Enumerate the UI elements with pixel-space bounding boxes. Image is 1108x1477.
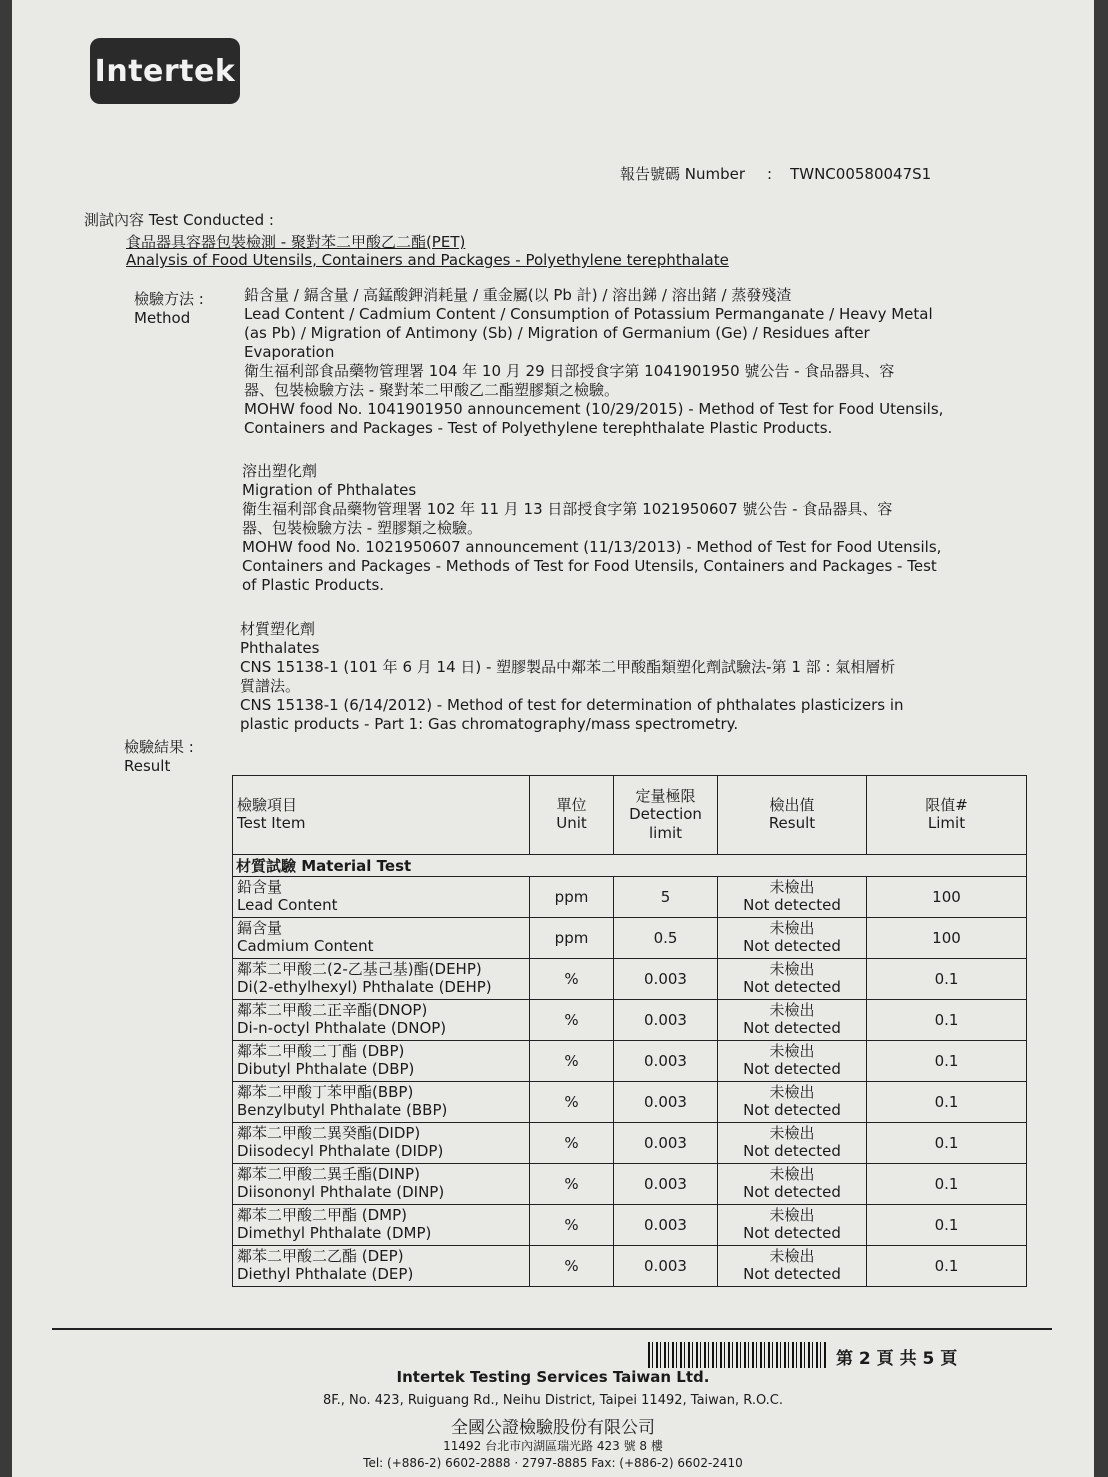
method-block-2 — [242, 462, 1017, 595]
result-zh: 未檢出 — [769, 1247, 815, 1265]
section-row — [233, 855, 1027, 877]
method-line: 溶出塑化劑 — [242, 462, 318, 480]
method-line: (as Pb) / Migration of Antimony (Sb) / Migration of Germanium (Ge) / Residues after — [244, 324, 870, 342]
test-item-en: Di-n-octyl Phthalate (DNOP) — [237, 1019, 447, 1037]
table-row — [233, 877, 1027, 918]
result-zh: 未檢出 — [769, 1001, 815, 1019]
barcode — [648, 1342, 826, 1368]
header-unit — [530, 776, 614, 855]
method-line: MOHW food No. 1041901950 announcement (10/29/2015) - Method of Test for Food Utensils, — [244, 400, 944, 418]
cell-detection-limit: 0.5 — [614, 918, 718, 959]
header-result — [718, 776, 867, 855]
cell-detection-limit: 0.003 — [614, 1082, 718, 1123]
method-line: 器、包裝檢驗方法 - 聚對苯二甲酸乙二酯塑膠類之檢驗。 — [244, 381, 619, 399]
method-line: 衛生福利部食品藥物管理署 102 年 11 月 13 日部授食字第 1021950607 號公告 - 食品器具、容 — [242, 500, 893, 518]
cell-detection-limit: 0.003 — [614, 1000, 718, 1041]
test-item-en: Benzylbutyl Phthalate (BBP) — [237, 1101, 448, 1119]
header-detection-limit-zh: 定量極限 — [635, 786, 696, 805]
test-item-zh: 鄰苯二甲酸丁苯甲酯(BBP) — [237, 1083, 414, 1101]
footer-company-zh: 全國公證檢驗股份有限公司 — [451, 1418, 655, 1438]
cell-test-item — [233, 1246, 530, 1287]
cell-test-item — [233, 1123, 530, 1164]
result-en: Not detected — [743, 1183, 841, 1201]
test-item-zh: 鄰苯二甲酸二(2-乙基己基)酯(DEHP) — [237, 960, 482, 978]
header-unit-en: Unit — [556, 814, 587, 832]
header-limit-en: Limit — [927, 814, 966, 832]
footer-address-en: 8F., No. 423, Ruiguang Rd., Neihu District, Taipei 11492, Taiwan, R.O.C. — [322, 1393, 783, 1408]
cell-result — [718, 959, 867, 1000]
section-en: Material Test — [301, 857, 412, 875]
section-zh: 材質試驗 — [236, 857, 297, 875]
footer-company-en: Intertek Testing Services Taiwan Ltd. — [396, 1368, 710, 1386]
cell-unit: % — [530, 1246, 614, 1287]
cell-detection-limit: 0.003 — [614, 1205, 718, 1246]
cell-unit: % — [530, 959, 614, 1000]
cell-result — [718, 918, 867, 959]
method-label-en: Method — [134, 309, 191, 327]
result-label-en: Result — [124, 757, 171, 775]
table-row — [233, 1123, 1027, 1164]
result-zh: 未檢出 — [769, 919, 815, 937]
cell-unit: % — [530, 1041, 614, 1082]
method-line: 衛生福利部食品藥物管理署 104 年 10 月 29 日部授食字第 1041901950 號公告 - 食品器具、容 — [244, 362, 895, 380]
header-detection-limit — [614, 776, 718, 855]
table-header-row — [233, 776, 1027, 855]
table-row — [233, 1082, 1027, 1123]
method-label-zh: 檢驗方法 : — [134, 290, 204, 308]
cell-detection-limit: 5 — [614, 877, 718, 918]
method-line: Migration of Phthalates — [242, 481, 417, 499]
cell-test-item — [233, 959, 530, 1000]
result-label-zh: 檢驗結果 : — [124, 738, 194, 756]
table-row — [233, 1000, 1027, 1041]
method-line: CNS 15138-1 (6/14/2012) - Method of test for determination of phthalates plasticizers in — [240, 696, 904, 714]
method-line: 材質塑化劑 — [240, 620, 316, 638]
cell-limit: 100 — [867, 877, 1027, 918]
cell-test-item — [233, 1205, 530, 1246]
result-zh: 未檢出 — [769, 1083, 815, 1101]
header-limit — [867, 776, 1027, 855]
cell-detection-limit: 0.003 — [614, 1246, 718, 1287]
cell-unit: ppm — [530, 877, 614, 918]
cell-limit: 0.1 — [867, 1082, 1027, 1123]
report-number-label: 報告號碼 Number — [620, 165, 746, 183]
method-line: CNS 15138-1 (101 年 6 月 14 日) - 塑膠製品中鄰苯二甲酸酯類塑化劑試驗法-第 1 部 : 氣相層析 — [240, 658, 896, 676]
header-test-item-zh: 檢驗項目 — [237, 796, 298, 814]
test-item-zh: 鄰苯二甲酸二乙酯 (DEP) — [237, 1247, 404, 1265]
cell-limit: 0.1 — [867, 1205, 1027, 1246]
cell-limit: 0.1 — [867, 1164, 1027, 1205]
method-line: Containers and Packages - Test of Polyethylene terephthalate Plastic Products. — [244, 419, 833, 437]
cell-unit: % — [530, 1082, 614, 1123]
intertek-logo: Intertek — [90, 38, 240, 104]
test-item-en: Dibutyl Phthalate (DBP) — [237, 1060, 415, 1078]
cell-result — [718, 1164, 867, 1205]
header-detection-limit-en1: Detection — [629, 804, 702, 823]
test-item-zh: 鄰苯二甲酸二甲酯 (DMP) — [237, 1206, 408, 1224]
cell-test-item — [233, 877, 530, 918]
cell-limit: 100 — [867, 918, 1027, 959]
cell-result — [718, 1000, 867, 1041]
cell-result — [718, 1082, 867, 1123]
cell-test-item — [233, 918, 530, 959]
report-number — [620, 163, 931, 184]
test-item-en: Dimethyl Phthalate (DMP) — [237, 1224, 432, 1242]
method-line: Containers and Packages - Methods of Test for Food Utensils, Containers and Packages - Test — [242, 557, 937, 575]
result-en: Not detected — [743, 1101, 841, 1119]
test-item-zh: 鄰苯二甲酸二正辛酯(DNOP) — [237, 1001, 428, 1019]
cell-result — [718, 1041, 867, 1082]
section-material-test — [233, 855, 1027, 877]
test-item-en: Diisononyl Phthalate (DINP) — [237, 1183, 445, 1201]
header-test-item-en: Test Item — [237, 814, 306, 832]
cell-detection-limit: 0.003 — [614, 1041, 718, 1082]
test-item-en: Cadmium Content — [237, 937, 374, 955]
result-zh: 未檢出 — [769, 1124, 815, 1142]
result-en: Not detected — [743, 1060, 841, 1078]
result-zh: 未檢出 — [769, 1042, 815, 1060]
footer-divider — [52, 1328, 1052, 1330]
cell-unit: % — [530, 1205, 614, 1246]
cell-test-item — [233, 1000, 530, 1041]
result-en: Not detected — [743, 1142, 841, 1160]
header-detection-limit-en2: limit — [649, 823, 682, 842]
result-en: Not detected — [743, 1265, 841, 1283]
result-en: Not detected — [743, 1224, 841, 1242]
method-line: MOHW food No. 1021950607 announcement (11/13/2013) - Method of Test for Food Utensils, — [242, 538, 942, 556]
test-conducted-label: 測試內容 Test Conducted : — [84, 211, 274, 229]
cell-result — [718, 1123, 867, 1164]
method-line: Phthalates — [240, 639, 320, 657]
method-block-3 — [240, 620, 1020, 734]
header-test-item — [233, 776, 530, 855]
header-limit-zh: 限值# — [925, 796, 968, 814]
cell-limit: 0.1 — [867, 1000, 1027, 1041]
cell-result — [718, 877, 867, 918]
table-row — [233, 918, 1027, 959]
method-line: 器、包裝檢驗方法 - 塑膠類之檢驗。 — [242, 519, 482, 537]
cell-test-item — [233, 1082, 530, 1123]
table-row — [233, 1246, 1027, 1287]
cell-detection-limit: 0.003 — [614, 1164, 718, 1205]
cell-limit: 0.1 — [867, 1041, 1027, 1082]
method-line: of Plastic Products. — [242, 576, 385, 594]
page-info: 第 2 頁 共 5 頁 — [836, 1349, 958, 1369]
method-line: Evaporation — [244, 343, 335, 361]
header-result-en: Result — [768, 814, 816, 832]
test-item-zh: 鉛含量 — [237, 878, 283, 896]
cell-test-item — [233, 1164, 530, 1205]
cell-result — [718, 1246, 867, 1287]
result-en: Not detected — [743, 978, 841, 996]
cell-detection-limit: 0.003 — [614, 1123, 718, 1164]
result-en: Not detected — [743, 896, 841, 914]
method-line: Lead Content / Cadmium Content / Consumption of Potassium Permanganate / Heavy Metal — [244, 305, 933, 323]
test-item-en: Di(2-ethylhexyl) Phthalate (DEHP) — [237, 978, 492, 996]
cell-limit: 0.1 — [867, 959, 1027, 1000]
cell-unit: ppm — [530, 918, 614, 959]
method-line: 質譜法。 — [240, 677, 301, 695]
cell-unit: % — [530, 1000, 614, 1041]
test-item-en: Lead Content — [237, 896, 338, 914]
table-row — [233, 959, 1027, 1000]
method-line: 鉛含量 / 鎘含量 / 高錳酸鉀消耗量 / 重金屬(以 Pb 計) / 溶出銻 / 溶出鍺 / 蒸發殘渣 — [244, 286, 792, 304]
test-item-zh: 鎘含量 — [237, 919, 283, 937]
result-en: Not detected — [743, 1019, 841, 1037]
report-page — [12, 0, 1094, 1477]
results-table — [232, 775, 1027, 1287]
cell-limit: 0.1 — [867, 1123, 1027, 1164]
method-block-1 — [244, 286, 1019, 438]
footer-contact: Tel: (+886-2) 6602-2888 · 2797-8885 Fax: (+886-2) 6602-2410 — [363, 1456, 743, 1470]
header-unit-zh: 單位 — [556, 796, 587, 814]
report-number-colon: : — [767, 165, 773, 183]
result-zh: 未檢出 — [769, 960, 815, 978]
test-item-en: Diisodecyl Phthalate (DIDP) — [237, 1142, 444, 1160]
test-item-zh: 鄰苯二甲酸二丁酯 (DBP) — [237, 1042, 405, 1060]
result-zh: 未檢出 — [769, 1206, 815, 1224]
result-zh: 未檢出 — [769, 1165, 815, 1183]
test-conducted-zh: 食品器具容器包裝檢測 - 聚對苯二甲酸乙二酯(PET) — [126, 233, 466, 251]
result-zh: 未檢出 — [769, 878, 815, 896]
test-item-zh: 鄰苯二甲酸二異壬酯(DINP) — [237, 1165, 420, 1183]
header-result-zh: 檢出值 — [769, 796, 815, 814]
cell-detection-limit: 0.003 — [614, 959, 718, 1000]
method-line: plastic products - Part 1: Gas chromatography/mass spectrometry. — [240, 715, 739, 733]
cell-limit: 0.1 — [867, 1246, 1027, 1287]
table-row — [233, 1041, 1027, 1082]
table-row — [233, 1164, 1027, 1205]
cell-result — [718, 1205, 867, 1246]
table-row — [233, 1205, 1027, 1246]
footer-address-zh: 11492 台北市內湖區瑞光路 423 號 8 樓 — [443, 1439, 663, 1453]
cell-test-item — [233, 1041, 530, 1082]
report-number-value: TWNC00580047S1 — [790, 165, 932, 183]
test-item-zh: 鄰苯二甲酸二異癸酯(DIDP) — [237, 1124, 421, 1142]
test-item-en: Diethyl Phthalate (DEP) — [237, 1265, 414, 1283]
result-en: Not detected — [743, 937, 841, 955]
test-conducted-en: Analysis of Food Utensils, Containers and Packages - Polyethylene terephthalate — [126, 251, 729, 269]
cell-unit: % — [530, 1164, 614, 1205]
cell-unit: % — [530, 1123, 614, 1164]
